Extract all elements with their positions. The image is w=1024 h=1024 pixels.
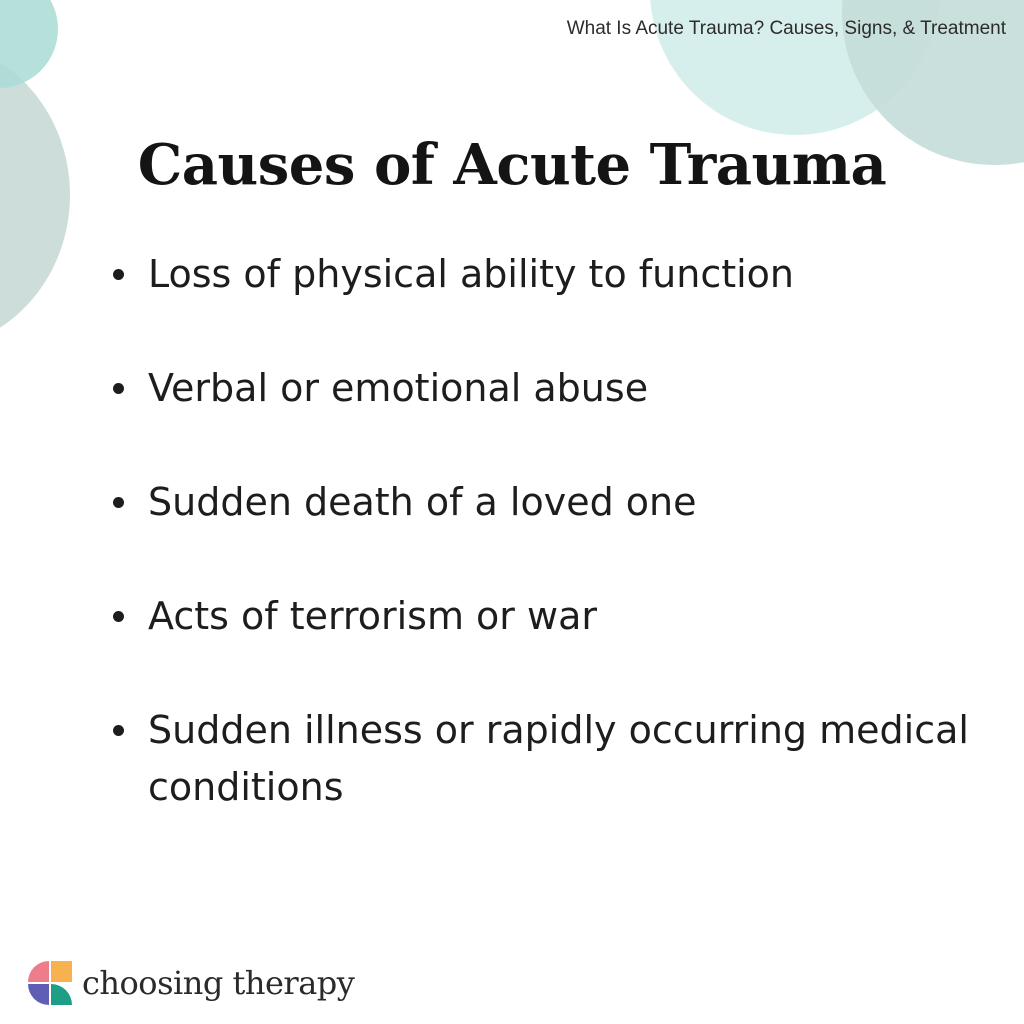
list-item-text: Verbal or emotional abuse (148, 366, 649, 410)
list-item (108, 702, 988, 816)
list-item-text: Sudden death of a loved one (148, 480, 697, 524)
brand-logo (27, 960, 354, 1006)
choosing-therapy-logo-icon (27, 960, 73, 1006)
bullet-icon (113, 725, 124, 736)
decorative-circle (0, 0, 58, 88)
list-item-text: Acts of terrorism or war (148, 594, 597, 638)
bullet-icon (113, 269, 124, 280)
list-item (108, 588, 988, 645)
bullet-icon (113, 497, 124, 508)
list-item (108, 246, 988, 303)
causes-list (108, 246, 988, 816)
list-item-text: Sudden illness or rapidly occurring medical conditions (148, 708, 969, 809)
page-title: Causes of Acute Trauma (137, 132, 887, 198)
list-item-text: Loss of physical ability to function (148, 252, 794, 296)
brand-name: choosing therapy (82, 964, 355, 1002)
bullet-icon (113, 611, 124, 622)
bullet-icon (113, 383, 124, 394)
list-item (108, 360, 988, 417)
article-title: What Is Acute Trauma? Causes, Signs, & Treatment (566, 18, 1006, 39)
list-item (108, 474, 988, 531)
